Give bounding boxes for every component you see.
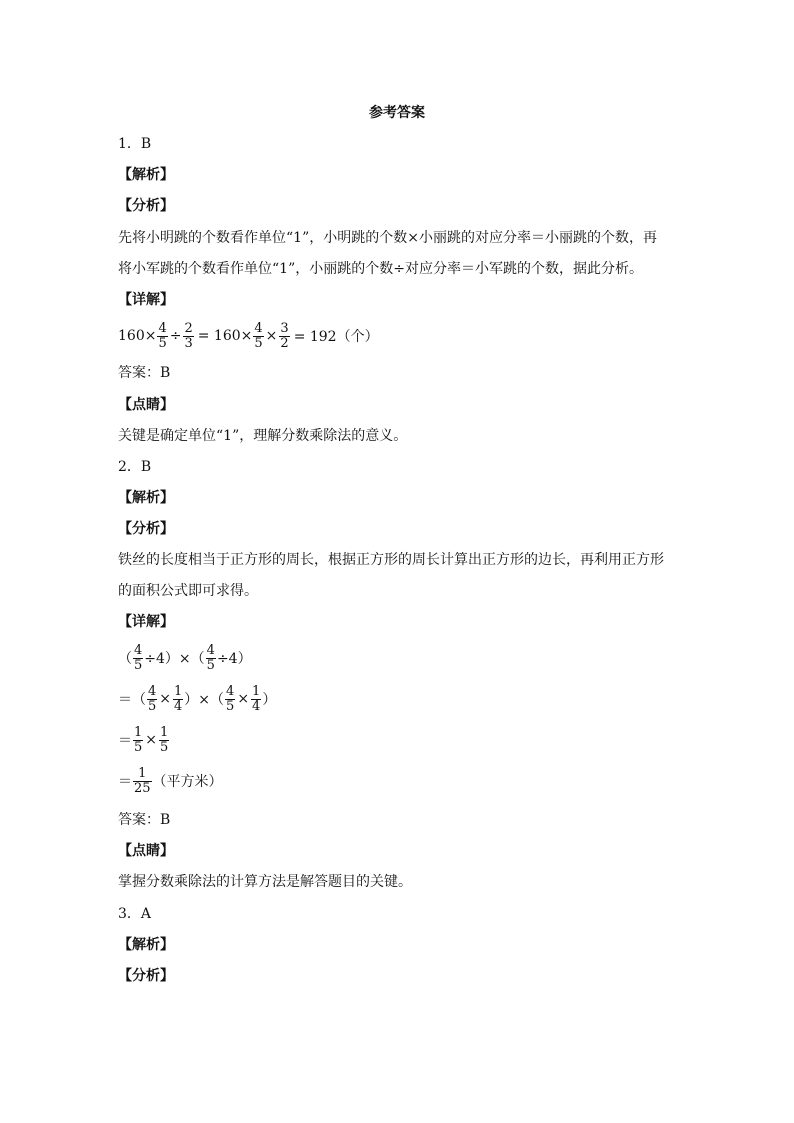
q2-dianjing-heading: 【点睛】 (118, 843, 174, 859)
q1-analysis-line2: 将小军跳的个数看作单位“1”，小丽跳的个数÷对应分率＝小军跳的个数，据此分析。 (118, 261, 643, 277)
q2-xiangjie-heading: 【详解】 (118, 614, 174, 630)
q1-dianjing-heading: 【点睛】 (118, 397, 174, 413)
q1-answer: 答案：B (118, 365, 171, 381)
q1-formula-part: = 160× (197, 328, 253, 344)
q1-analysis-line1: 先将小明跳的个数看作单位“1”，小明跳的个数×小丽跳的对应分率＝小丽跳的个数，再 (118, 230, 657, 246)
q2-comment: 掌握分数乘除法的计算方法是解答题目的关键。 (118, 874, 412, 890)
fraction: $\frac{4}{5}$ (226, 683, 235, 714)
fraction: $\frac{4}{5}$ (148, 683, 157, 714)
fraction: $\frac{4}{5}$ (206, 642, 215, 673)
fraction: $\frac{1}{4}$ (174, 683, 183, 714)
q3-number: 3．A (118, 906, 152, 922)
fraction: $\frac{4}{5}$ (134, 642, 143, 673)
q2-analysis-line2: 的面积公式即可求得。 (118, 583, 258, 599)
q3-jiexi-heading: 【解析】 (118, 937, 174, 953)
q1-formula-part: 160× (118, 328, 157, 344)
q1-jiexi-heading: 【解析】 (118, 167, 174, 183)
operator: × (265, 328, 278, 344)
q1-xiangjie-heading: 【详解】 (118, 292, 174, 308)
q2-number: 2．B (118, 459, 152, 475)
fraction: $\frac{4}{5}$ (158, 320, 167, 351)
q2-fenxi-heading: 【分析】 (118, 521, 174, 537)
q2-answer: 答案：B (118, 812, 171, 828)
q1-number: 1．B (118, 136, 152, 152)
q2-step2: ＝（ $\frac{4}{5}$ × $\frac{1}{4}$ ）×（ $\frac{4}{5}$ × $\frac{1}{4}$ ） (118, 683, 277, 714)
q1-formula-part: = 192（个） (293, 329, 379, 345)
fraction: $\frac{2}{3}$ (184, 320, 193, 351)
operator: ÷ (169, 328, 182, 344)
fraction: $\frac{1}{25}$ (134, 765, 151, 796)
q2-step1: （ $\frac{4}{5}$ ÷4）×（ $\frac{4}{5}$ ÷4） (118, 642, 252, 673)
q1-formula (118, 318, 379, 354)
q2-analysis-line1: 铁丝的长度相当于正方形的周长，根据正方形的周长计算出正方形的边长，再利用正方形 (118, 552, 664, 568)
q1-comment: 关键是确定单位“1”，理解分数乘除法的意义。 (118, 428, 408, 444)
fraction: $\frac{1}{5}$ (160, 724, 169, 755)
fraction: $\frac{3}{2}$ (280, 320, 289, 351)
fraction: $\frac{1}{5}$ (134, 724, 143, 755)
fraction: $\frac{4}{5}$ (254, 320, 263, 351)
q2-jiexi-heading: 【解析】 (118, 490, 174, 506)
q3-fenxi-heading: 【分析】 (118, 968, 174, 984)
fraction: $\frac{1}{4}$ (252, 683, 261, 714)
q1-fenxi-heading: 【分析】 (118, 198, 174, 214)
q2-step4: ＝ $\frac{1}{25}$ （平方米） (118, 765, 223, 796)
page-title: 参考答案 (369, 105, 425, 121)
q2-step3: ＝ $\frac{1}{5}$ × $\frac{1}{5}$ (118, 724, 169, 755)
